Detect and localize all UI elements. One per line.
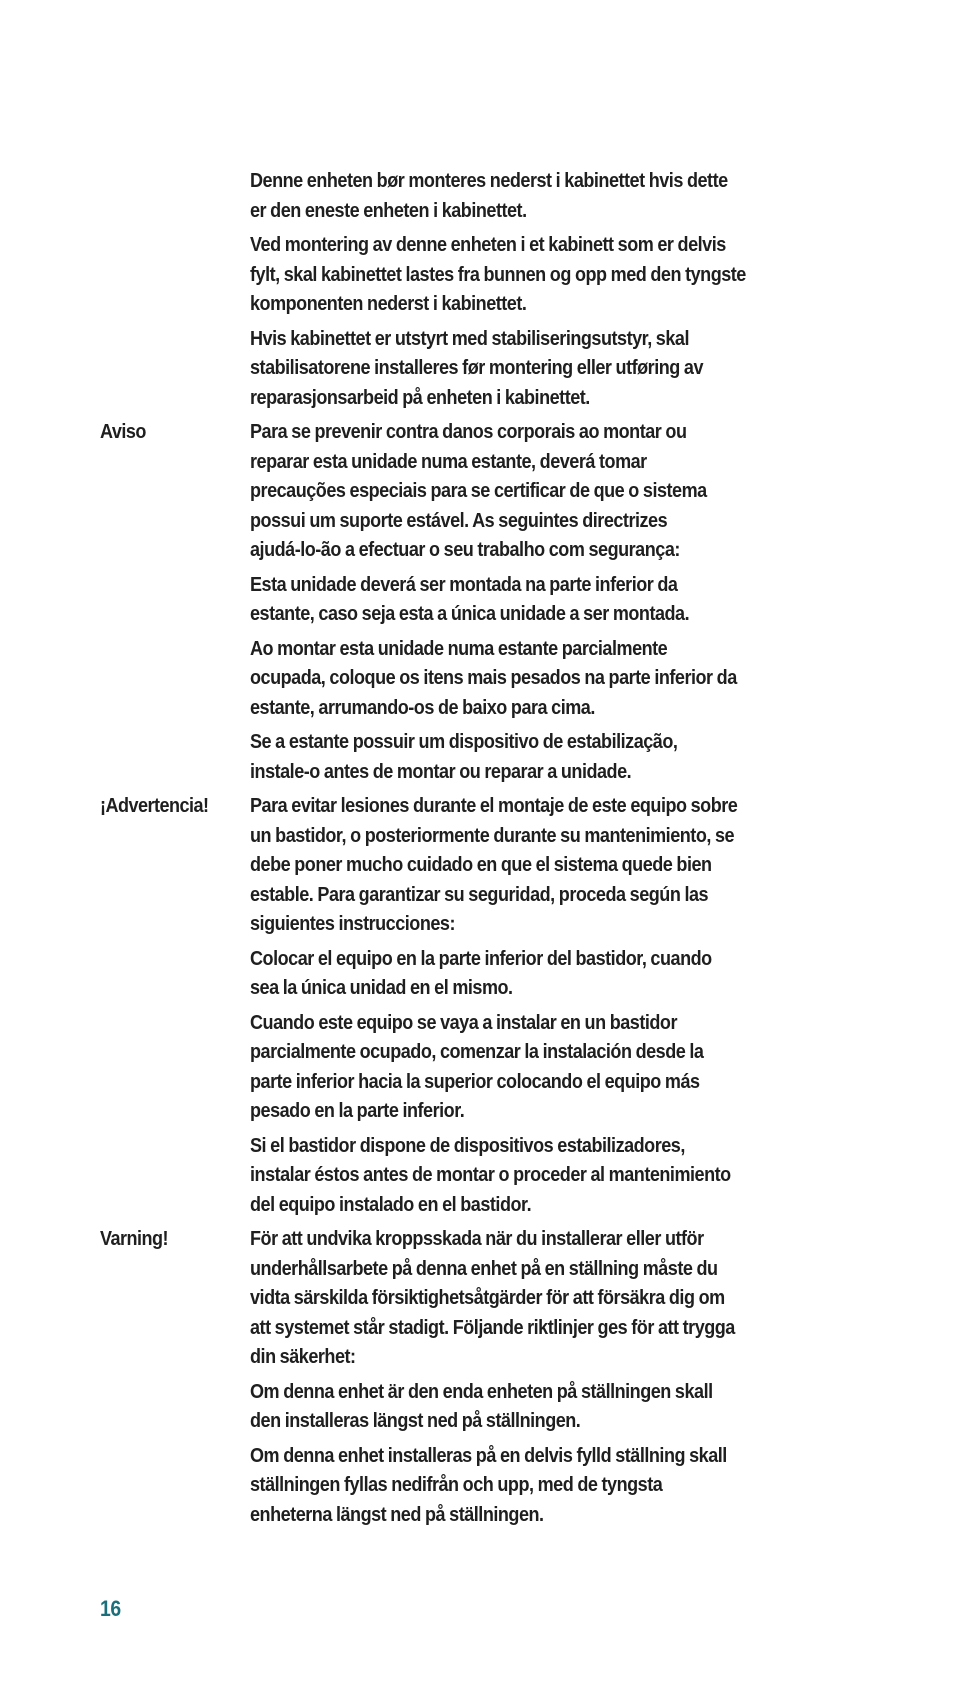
paragraph — [250, 1441, 861, 1530]
warning-section — [100, 417, 860, 791]
text-line: un bastidor, o posteriormente durante su mantenimiento, se — [250, 823, 735, 847]
paragraph — [250, 1377, 861, 1436]
warning-paragraphs — [250, 417, 860, 791]
warning-label: ¡Advertencia! — [100, 794, 209, 817]
text-line: estante, caso seja esta a única unidade a ser montada. — [250, 602, 690, 625]
text-line: enheterna längst ned på ställningen. — [250, 1502, 544, 1526]
text-line: Para se prevenir contra danos corporais ao montar ou — [250, 420, 687, 443]
text-line: ställningen fyllas nedifrån och upp, med de tyngsta — [250, 1473, 663, 1496]
text-line: För att undvika kroppsskada när du installerar eller utför — [250, 1227, 704, 1250]
warning-label: Varning! — [100, 1227, 168, 1250]
paragraph — [250, 417, 861, 565]
text-line: Om denna enhet är den enda enheten på ställningen skall — [250, 1379, 713, 1403]
text-line: debe poner mucho cuidado en que el sistema quede bien — [250, 853, 712, 876]
text-line: ajudá-lo-ão a efectuar o seu trabalho com segurança: — [250, 538, 680, 561]
text-line: Para evitar lesiones durante el montaje de este equipo sobre — [250, 794, 738, 817]
paragraph — [250, 1131, 861, 1220]
text-line: att systemet står stadigt. Följande riktlinjer ges för att trygga — [250, 1315, 735, 1339]
text-line: del equipo instalado en el bastidor. — [250, 1192, 532, 1216]
text-line: stabilisatorene installeres før montering eller utføring av — [250, 356, 704, 379]
text-line: Ved montering av denne enheten i et kabinett som er delvis — [250, 233, 726, 256]
paragraph — [250, 166, 861, 225]
text-line: din säkerhet: — [250, 1345, 356, 1368]
warning-label: Aviso — [100, 420, 146, 443]
paragraph — [250, 634, 861, 723]
text-line: reparar esta unidade numa estante, deverá tomar — [250, 449, 647, 473]
warning-section — [100, 166, 860, 417]
text-line: estante, arrumando-os de baixo para cima. — [250, 695, 595, 719]
paragraph — [250, 324, 861, 413]
text-line: Hvis kabinettet er utstyrt med stabiliseringsutstyr, skal — [250, 326, 689, 350]
text-line: Ao montar esta unidade numa estante parcialmente — [250, 636, 668, 660]
paragraph — [250, 944, 861, 1003]
text-line: possui um suporte estável. As seguintes directrizes — [250, 508, 668, 532]
text-line: Om denna enhet installeras på en delvis fylld ställning skall — [250, 1443, 727, 1467]
text-line: estable. Para garantizar su seguridad, proceda según las — [250, 882, 709, 906]
text-line: sea la única unidad en el mismo. — [250, 976, 513, 999]
paragraph — [250, 570, 861, 629]
text-line: Colocar el equipo en la parte inferior del bastidor, cuando — [250, 946, 712, 970]
warning-paragraphs — [250, 1224, 860, 1534]
text-line: instalar éstos antes de montar o proceder al mantenimiento — [250, 1163, 731, 1186]
text-line: Esta unidade deverá ser montada na parte inferior da — [250, 572, 678, 596]
text-line: Se a estante possuir um dispositivo de estabilização, — [250, 730, 678, 753]
text-line: den installeras längst ned på ställningen. — [250, 1409, 581, 1432]
text-line: er den eneste enheten i kabinettet. — [250, 198, 527, 222]
text-line: reparasjonsarbeid på enheten i kabinettet. — [250, 385, 590, 409]
text-line: precauções especiais para se certificar de que o sistema — [250, 479, 707, 502]
text-line: underhållsarbete på denna enhet på en ställning måste du — [250, 1256, 718, 1280]
text-line: siguientes instrucciones: — [250, 912, 455, 935]
text-line: komponenten nederst i kabinettet. — [250, 292, 527, 315]
text-line: Cuando este equipo se vaya a instalar en un bastidor — [250, 1010, 678, 1034]
warning-section — [100, 1224, 860, 1534]
warning-text-body — [100, 166, 860, 1534]
paragraph — [250, 791, 861, 939]
text-line: vidta särskilda försiktighetsåtgärder för att försäkra dig om — [250, 1286, 725, 1309]
paragraph — [250, 1224, 861, 1372]
warning-paragraphs — [250, 166, 860, 417]
text-line: Si el bastidor dispone de dispositivos estabilizadores, — [250, 1133, 685, 1157]
page-number: 16 — [100, 1596, 121, 1621]
text-line: parcialmente ocupado, comenzar la instalación desde la — [250, 1040, 704, 1063]
text-line: instale-o antes de montar ou reparar a unidade. — [250, 759, 632, 783]
text-line: parte inferior hacia la superior colocando el equipo más — [250, 1069, 700, 1093]
warning-paragraphs — [250, 791, 860, 1224]
text-line: pesado en la parte inferior. — [250, 1099, 465, 1122]
text-line: ocupada, coloque os itens mais pesados na parte inferior da — [250, 666, 737, 689]
paragraph — [250, 230, 861, 319]
text-line: fylt, skal kabinettet lastes fra bunnen og opp med den tyngste — [250, 262, 746, 286]
paragraph — [250, 1008, 861, 1126]
text-line: Denne enheten bør monteres nederst i kabinettet hvis dette — [250, 169, 728, 192]
warning-section — [100, 791, 860, 1224]
paragraph — [250, 727, 861, 786]
